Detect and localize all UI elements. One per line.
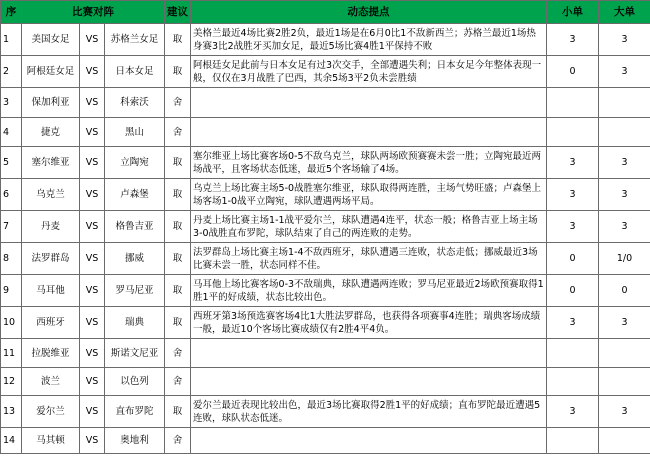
big-value [599,118,650,147]
away-team: 斯诺文尼亚 [105,339,165,368]
big-value: 3 [599,179,650,211]
home-team: 爱尔兰 [22,396,80,428]
small-value [547,88,599,118]
small-value: 0 [547,275,599,307]
vs-label: VS [80,118,105,147]
notes-text: 爱尔兰最近表现比较出色，最近3场比赛取得2胜1平的好成绩；直布罗陀最近遭遇5连败，球队状态低迷。 [191,396,547,428]
big-value [599,428,650,454]
notes-text: 美格兰最近4场比赛2胜2负，最近1场是在6月0比1不敌新西兰；苏格兰最近1场热身赛3比2战胜牙买加女足，最近5场比赛4胜1平保持不败 [191,24,547,56]
big-value: 1/0 [599,243,650,275]
recommendation: 取 [165,396,191,428]
small-value: 3 [547,24,599,56]
recommendation: 舍 [165,118,191,147]
away-team: 直布罗陀 [105,396,165,428]
vs-label: VS [80,211,105,243]
small-value: 3 [547,179,599,211]
row-number: 14 [1,428,22,454]
table-row [1,211,650,243]
home-team: 马其顿 [22,428,80,454]
header-matchup: 比赛对阵 [22,1,165,24]
row-number: 7 [1,211,22,243]
header-notes: 动态提点 [191,1,547,24]
home-team: 保加利亚 [22,88,80,118]
away-team: 罗马尼亚 [105,275,165,307]
row-number: 5 [1,147,22,179]
row-number: 1 [1,24,22,56]
vs-label: VS [80,243,105,275]
recommendation: 取 [165,243,191,275]
table-row [1,396,650,428]
notes-text: 丹麦上场比赛主场1-1战平爱尔兰，球队遭遇4连平，状态一般；格鲁吉亚上场主场3-0战胜直布罗陀，球队结束了自己的两连败的走势。 [191,211,547,243]
home-team: 乌克兰 [22,179,80,211]
big-value: 3 [599,211,650,243]
vs-label: VS [80,275,105,307]
home-team: 美国女足 [22,24,80,56]
notes-text: 塞尔维亚上场比赛客场0-5不敌乌克兰，球队两场欧预赛赛未尝一胜；立陶宛最近两场战平，且客场状态低迷，最近5个客场输了4场。 [191,147,547,179]
small-value [547,428,599,454]
small-value: 3 [547,396,599,428]
notes-text [191,368,547,396]
recommendation: 舍 [165,339,191,368]
away-team: 格鲁吉亚 [105,211,165,243]
vs-label: VS [80,368,105,396]
big-value [599,368,650,396]
recommendation: 取 [165,147,191,179]
big-value [599,88,650,118]
table-row [1,88,650,118]
table-row [1,428,650,454]
big-value: 0 [599,275,650,307]
away-team: 挪威 [105,243,165,275]
notes-text [191,428,547,454]
row-number: 4 [1,118,22,147]
row-number: 8 [1,243,22,275]
big-value: 3 [599,307,650,339]
big-value: 3 [599,24,650,56]
row-number: 12 [1,368,22,396]
home-team: 波兰 [22,368,80,396]
row-number: 2 [1,56,22,88]
away-team: 黑山 [105,118,165,147]
notes-text: 法罗群岛上场比赛主场1-4不敌西班牙，球队遭遇三连败，状态走低；挪威最近3场比赛未尝一胜，状态同样不佳。 [191,243,547,275]
header-row [1,1,650,24]
home-team: 丹麦 [22,211,80,243]
small-value: 0 [547,56,599,88]
row-number: 10 [1,307,22,339]
header-recommendation: 建议 [165,1,191,24]
small-value: 3 [547,307,599,339]
big-value: 3 [599,147,650,179]
row-number: 11 [1,339,22,368]
row-number: 9 [1,275,22,307]
table-row [1,243,650,275]
header-index: 序 [1,1,22,24]
home-team: 塞尔维亚 [22,147,80,179]
row-number: 3 [1,88,22,118]
small-value [547,368,599,396]
away-team: 奥地利 [105,428,165,454]
table-row [1,56,650,88]
table-row [1,275,650,307]
vs-label: VS [80,307,105,339]
recommendation: 舍 [165,368,191,396]
away-team: 科索沃 [105,88,165,118]
home-team: 拉脱维亚 [22,339,80,368]
recommendation: 取 [165,24,191,56]
header-big: 大单 [599,1,650,24]
vs-label: VS [80,24,105,56]
notes-text [191,339,547,368]
recommendation: 取 [165,307,191,339]
recommendation: 舍 [165,88,191,118]
small-value [547,339,599,368]
away-team: 日本女足 [105,56,165,88]
away-team: 卢森堡 [105,179,165,211]
home-team: 捷克 [22,118,80,147]
row-number: 6 [1,179,22,211]
small-value: 3 [547,211,599,243]
table-row [1,307,650,339]
vs-label: VS [80,428,105,454]
recommendation: 取 [165,56,191,88]
away-team: 以色列 [105,368,165,396]
header-small: 小单 [547,1,599,24]
away-team: 苏格兰女足 [105,24,165,56]
notes-text: 西班牙第3场预选赛客场4比1大胜法罗群岛，也获得各项赛事4连胜；瑞典客场成绩一般，最近10个客场比赛成绩仅有2胜4平4负。 [191,307,547,339]
notes-text: 乌克兰上场比赛主场5-0战胜塞尔维亚，球队取得两连胜，主场气势旺盛；卢森堡上场客场1-0战平立陶宛，球队遭遇两场平局。 [191,179,547,211]
small-value: 3 [547,147,599,179]
home-team: 法罗群岛 [22,243,80,275]
big-value: 3 [599,56,650,88]
table-row [1,118,650,147]
small-value [547,118,599,147]
notes-text [191,118,547,147]
home-team: 西班牙 [22,307,80,339]
table-row [1,339,650,368]
small-value: 0 [547,243,599,275]
away-team: 立陶宛 [105,147,165,179]
vs-label: VS [80,339,105,368]
recommendation: 舍 [165,428,191,454]
recommendation: 取 [165,179,191,211]
notes-text [191,88,547,118]
home-team: 马耳他 [22,275,80,307]
vs-label: VS [80,396,105,428]
table-row [1,368,650,396]
notes-text: 马耳他上场比赛客场0-3不敌瑞典，球队遭遇两连败；罗马尼亚最近2场欧预赛取得1胜1平的好成绩，状态比较出色。 [191,275,547,307]
table-row [1,24,650,56]
row-number: 13 [1,396,22,428]
notes-text: 阿根廷女足此前与日本女足有过3次交手，全部遭遇失利；日本女足今年整体表现一般，仅仅在3月战胜了巴西，其余5场3平2负未尝胜绩 [191,56,547,88]
big-value [599,339,650,368]
recommendation: 取 [165,211,191,243]
table-row [1,147,650,179]
vs-label: VS [80,179,105,211]
recommendation: 取 [165,275,191,307]
vs-label: VS [80,88,105,118]
vs-label: VS [80,147,105,179]
away-team: 瑞典 [105,307,165,339]
big-value: 3 [599,396,650,428]
table-row [1,179,650,211]
vs-label: VS [80,56,105,88]
home-team: 阿根廷女足 [22,56,80,88]
